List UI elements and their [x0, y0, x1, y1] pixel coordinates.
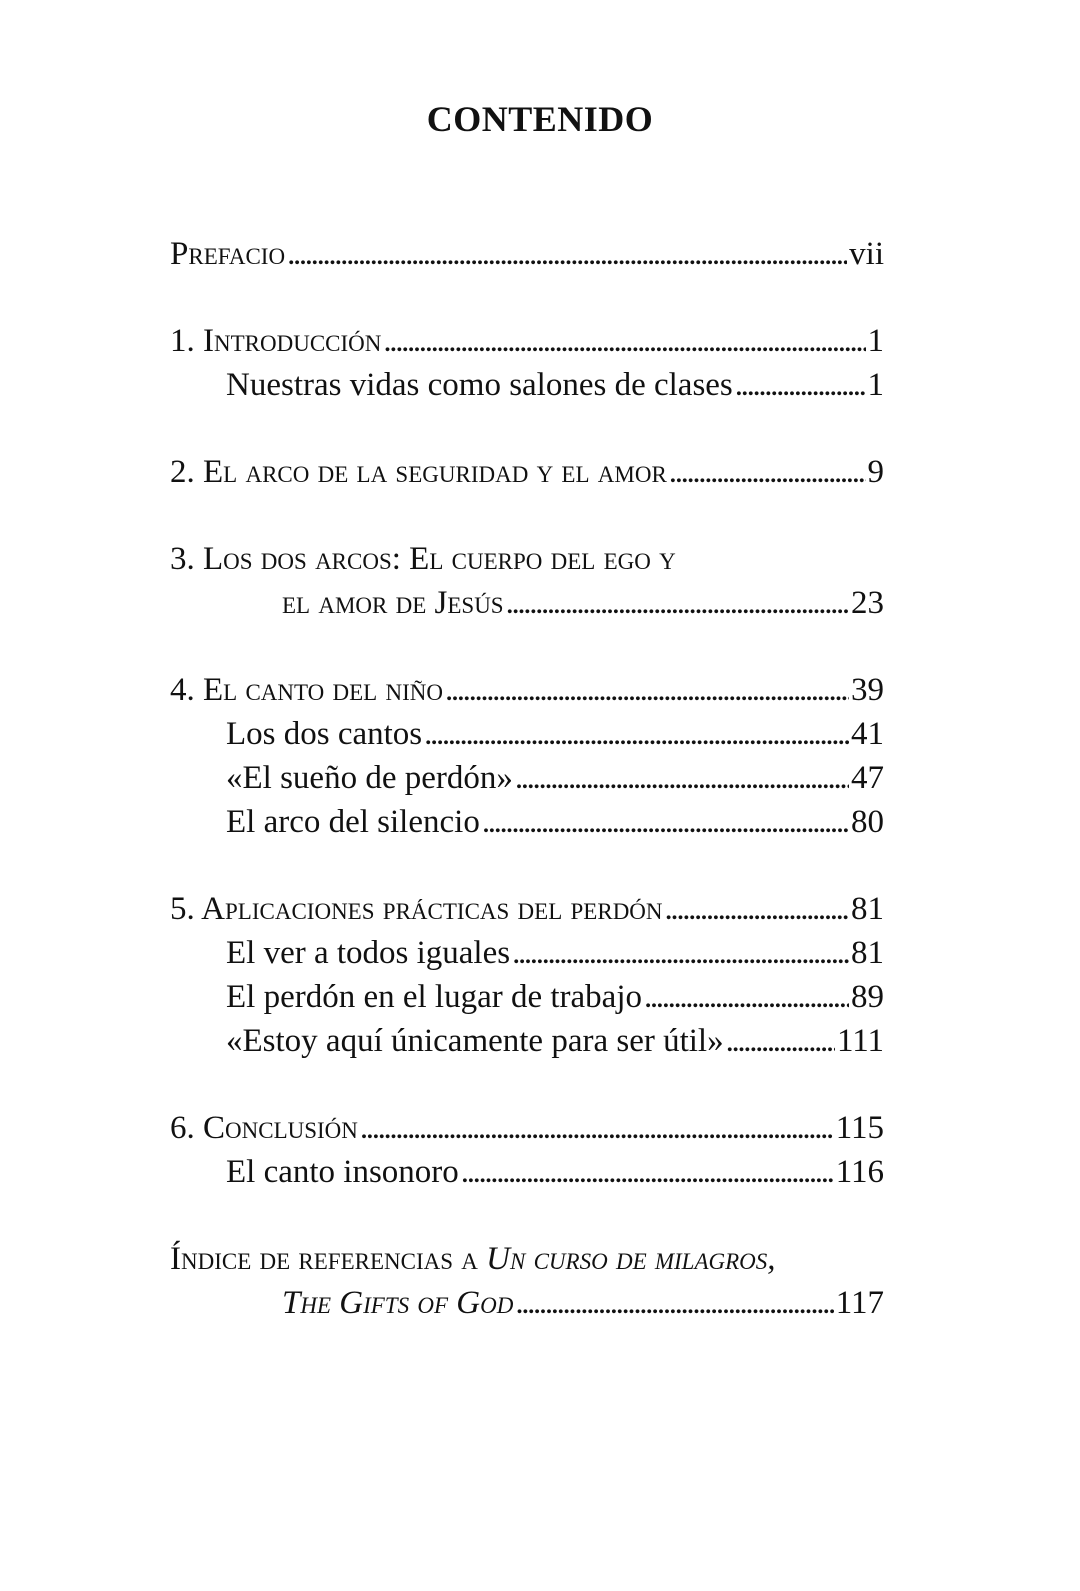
- toc-entry-page: 23: [851, 585, 884, 621]
- toc-entry-label: Los dos cantos: [226, 716, 423, 752]
- toc-entry-chapter-5[interactable]: [170, 887, 884, 931]
- toc-entry-page: 1: [867, 367, 884, 403]
- toc-entry-page: 41: [851, 716, 884, 752]
- toc-entry-page: 115: [835, 1110, 884, 1146]
- index-label-book-title: Un curso de milagros,: [486, 1241, 776, 1277]
- dot-leader: [644, 975, 849, 1019]
- toc-entry-label: 5. Aplicaciones prácticas del perdón: [170, 891, 663, 927]
- toc-entry-page: 1: [867, 323, 884, 359]
- toc-entry-page: 117: [835, 1285, 884, 1321]
- toc-entry-section[interactable]: [170, 975, 884, 1019]
- toc-entry-page: 116: [835, 1154, 884, 1190]
- dot-leader: [287, 232, 847, 276]
- dot-leader: [515, 756, 849, 800]
- toc-entry-label: [170, 1237, 776, 1281]
- dot-leader: [445, 668, 849, 712]
- dot-leader: [482, 800, 849, 844]
- toc-entry-section[interactable]: [170, 931, 884, 975]
- dot-leader: [383, 319, 865, 363]
- toc-entry-chapter-4[interactable]: [170, 668, 884, 712]
- toc-entry-chapter-6[interactable]: [170, 1106, 884, 1150]
- toc-entry-page: 47: [851, 760, 884, 796]
- toc-entry-chapter-3-line-2[interactable]: [170, 581, 884, 625]
- toc-entry-chapter-3-line-1[interactable]: [170, 537, 884, 581]
- toc-entry-label: 3. Los dos arcos: El cuerpo del ego y: [170, 541, 676, 577]
- dot-leader: [506, 581, 849, 625]
- toc-entry-section[interactable]: [170, 363, 884, 407]
- toc-entry-label: el amor de Jesús: [282, 585, 504, 621]
- toc-entry-section[interactable]: [170, 800, 884, 844]
- toc-entry-page: 89: [851, 979, 884, 1015]
- toc-entry-prefacio[interactable]: [170, 232, 884, 276]
- dot-leader: [735, 363, 866, 407]
- toc-entry-chapter-1[interactable]: [170, 319, 884, 363]
- toc-entry-page: vii: [849, 236, 884, 272]
- toc-entry-label: «Estoy aquí únicamente para ser útil»: [226, 1023, 724, 1059]
- index-label-prefix: Índice de referencias a: [170, 1241, 487, 1277]
- toc-entry-label: Nuestras vidas como salones de clases: [226, 367, 733, 403]
- dot-leader: [461, 1150, 834, 1194]
- toc-entry-page: 81: [851, 935, 884, 971]
- toc-entry-label: 6. Conclusión: [170, 1110, 358, 1146]
- toc-entry-index-line-1[interactable]: [170, 1237, 884, 1281]
- toc-entry-label: El ver a todos iguales: [226, 935, 511, 971]
- toc-entry-section[interactable]: [170, 1150, 884, 1194]
- toc-entry-page: 111: [836, 1023, 884, 1059]
- toc-entry-page: 81: [851, 891, 884, 927]
- toc-entry-label: El arco del silencio: [226, 804, 480, 840]
- toc-entry-index-line-2[interactable]: [170, 1281, 884, 1325]
- toc-entry-label: The Gifts of God: [282, 1285, 514, 1321]
- toc-entry-section[interactable]: [170, 712, 884, 756]
- toc-entry-section[interactable]: [170, 1019, 884, 1063]
- toc-entry-label: 1. Introducción: [170, 323, 382, 359]
- dot-leader: [665, 887, 849, 931]
- toc-entry-label: «El sueño de perdón»: [226, 760, 513, 796]
- page-title: CONTENIDO: [426, 99, 654, 139]
- dot-leader: [512, 931, 849, 975]
- dot-leader: [360, 1106, 834, 1150]
- toc-entry-section[interactable]: [170, 756, 884, 800]
- toc-entry-label: 2. El arco de la seguridad y el amor: [170, 454, 667, 490]
- dot-leader: [515, 1281, 833, 1325]
- toc-entry-label: 4. El canto del niño: [170, 672, 443, 708]
- toc-entry-page: 9: [867, 454, 884, 490]
- toc-entry-page: 39: [851, 672, 884, 708]
- toc-entry-label: El canto insonoro: [226, 1154, 459, 1190]
- toc-entry-label: Prefacio: [170, 236, 286, 272]
- toc-entry-chapter-2[interactable]: [170, 450, 884, 494]
- dot-leader: [424, 712, 849, 756]
- dot-leader: [726, 1019, 835, 1063]
- table-of-contents: [170, 232, 884, 1325]
- dot-leader: [669, 450, 866, 494]
- toc-entry-label: El perdón en el lugar de trabajo: [226, 979, 642, 1015]
- toc-entry-page: 80: [851, 804, 884, 840]
